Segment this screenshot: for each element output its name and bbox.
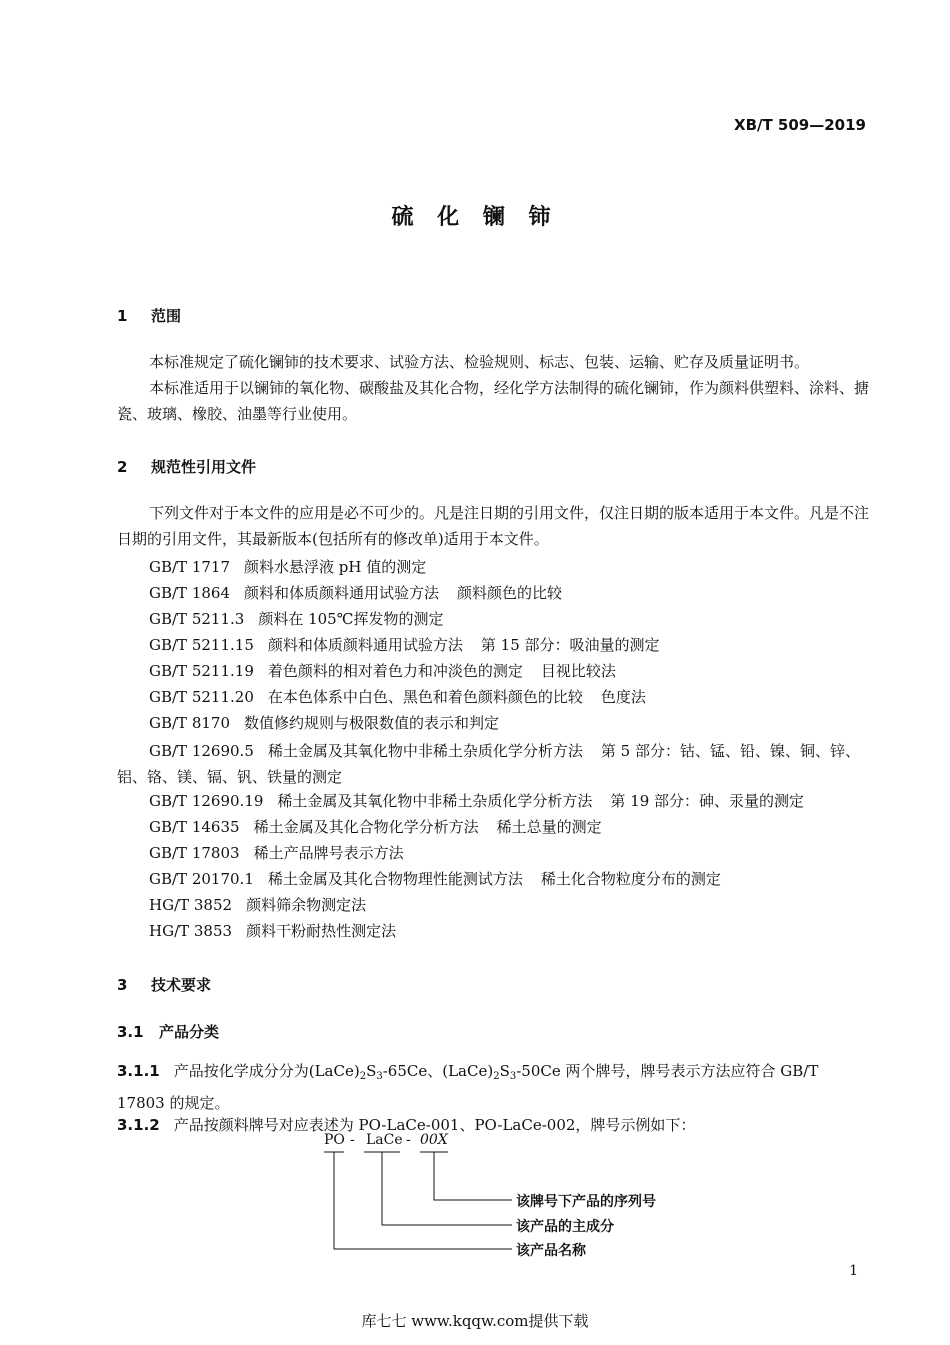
clause-text: S	[499, 1062, 510, 1080]
section-number: 3	[117, 976, 128, 994]
reference-code: GB/T 5211.15	[149, 636, 254, 654]
reference-title: 稀土金属及其化合物物理性能测试方法	[267, 870, 523, 888]
section-3-heading	[117, 974, 211, 995]
reference-item	[149, 686, 646, 707]
reference-code: GB/T 8170	[149, 714, 231, 732]
reference-code: GB/T 1717	[149, 558, 231, 576]
footer-watermark: 库七七 www.kqqw.com提供下载	[361, 1312, 589, 1330]
reference-part: 第 19 部分：砷、汞量的测定	[610, 792, 805, 810]
reference-item	[149, 634, 660, 655]
reference-code: GB/T 12690.19	[149, 792, 264, 810]
reference-item	[149, 842, 404, 863]
section-title: 产品分类	[159, 1023, 220, 1041]
reference-item	[149, 556, 426, 577]
reference-item	[149, 816, 602, 837]
reference-code: GB/T 5211.20	[149, 688, 254, 706]
label-serial-number: 该牌号下产品的序列号	[516, 1194, 656, 1210]
subscript: 2	[359, 1071, 367, 1082]
standard-number: XB/T 509—2019	[734, 116, 866, 134]
reference-code: GB/T 12690.5	[149, 742, 254, 760]
reference-title: 稀土产品牌号表示方法	[253, 844, 404, 862]
subsection-3-1-heading	[117, 1021, 219, 1042]
reference-code: GB/T 17803	[149, 844, 240, 862]
reference-code: GB/T 20170.1	[149, 870, 254, 888]
reference-title: 颜料干粉耐热性测定法	[246, 922, 397, 940]
reference-code: GB/T 1864	[149, 584, 231, 602]
reference-title: 颜料筛余物测定法	[246, 896, 367, 914]
page-number: 1	[849, 1263, 858, 1279]
reference-code: GB/T 5211.3	[149, 610, 245, 628]
reference-code: GB/T 5211.19	[149, 662, 254, 680]
grade-designation-diagram	[300, 1130, 700, 1260]
designation-dash: -	[406, 1132, 411, 1148]
subscript: 2	[493, 1071, 500, 1082]
reference-item	[149, 790, 804, 811]
paragraph: 本标准适用于以镧铈的氧化物、碳酸盐及其化合物，经化学方法制得的硫化镧铈，作为颜料供塑料、涂料、搪瓷、玻璃、橡胶、油墨等行业使用。	[117, 379, 870, 423]
reference-part: 稀土总量的测定	[496, 818, 602, 836]
reference-item	[149, 894, 366, 915]
reference-part: 色度法	[600, 688, 646, 706]
reference-part: 目视比较法	[540, 662, 616, 680]
reference-code: HG/T 3852	[149, 896, 233, 914]
section-number: 2	[117, 458, 128, 476]
section-title: 范围	[151, 307, 182, 325]
clause-number: 3.1.1	[117, 1062, 160, 1080]
reference-code: HG/T 3853	[149, 922, 233, 940]
paragraph: 下列文件对于本文件的应用是必不可少的。凡是注日期的引用文件，仅注日期的版本适用于本文件。凡是不注日期的引用文件，其最新版本(包括所有的修改单)适用于本文件。	[117, 504, 870, 548]
reference-title: 颜料在 105℃挥发物的测定	[258, 610, 444, 628]
section-2-heading	[117, 456, 256, 477]
document-title: 硫 化 镧 铈	[391, 205, 559, 230]
designation-dash: -	[350, 1132, 355, 1148]
reference-title: 稀土金属及其化合物化学分析方法	[253, 818, 479, 836]
reference-item	[149, 582, 562, 603]
reference-item	[149, 712, 499, 733]
designation-part-po: PO	[324, 1132, 345, 1148]
reference-part: 颜料颜色的比较	[457, 584, 563, 602]
subscript: 3	[509, 1071, 517, 1082]
reference-item	[149, 660, 616, 681]
reference-title: 颜料和体质颜料通用试验方法	[267, 636, 463, 654]
reference-item	[149, 608, 444, 629]
reference-title: 颜料水悬浮液 pH 值的测定	[244, 558, 427, 576]
label-product-name: 该产品名称	[516, 1243, 586, 1259]
designation-part-lace: LaCe	[366, 1132, 403, 1148]
reference-item	[149, 868, 721, 889]
clause-text: -50Ce 两个牌号，牌号表示方法应符合 GB/T 17803 的规定。	[117, 1062, 819, 1112]
section-number: 1	[117, 307, 128, 325]
reference-item	[149, 920, 396, 941]
reference-title: 在本色体系中白色、黑色和着色颜料颜色的比较	[267, 688, 583, 706]
designation-part-serial: 00X	[420, 1132, 448, 1148]
reference-code: GB/T 14635	[149, 818, 240, 836]
reference-part: 稀土化合物粒度分布的测定	[540, 870, 721, 888]
paragraph: 本标准规定了硫化镧铈的技术要求、试验方法、检验规则、标志、包装、运输、贮存及质量证明书。	[149, 353, 810, 371]
clause-text: -65Ce、(LaCe)	[382, 1062, 494, 1080]
reference-title: 稀土金属及其氧化物中非稀土杂质化学分析方法	[267, 742, 583, 760]
reference-part: 第 15 部分：吸油量的测定	[480, 636, 660, 654]
reference-part: 第 5 部分：钴、锰、铅、镍、铜、锌、铝、铬、镁、镉、钒、铁量的测定	[117, 742, 860, 786]
reference-title: 数值修约规则与极限数值的表示和判定	[244, 714, 500, 732]
reference-title: 稀土金属及其氧化物中非稀土杂质化学分析方法	[277, 792, 593, 810]
clause-3-1-1	[117, 1058, 870, 1116]
clause-number: 3.1.2	[117, 1116, 160, 1134]
section-title: 技术要求	[151, 976, 212, 994]
connector-serial	[434, 1152, 512, 1200]
clause-text: 产品按化学成分分为(LaCe)	[173, 1062, 360, 1080]
label-main-component: 该产品的主成分	[516, 1219, 614, 1235]
subscript: 3	[376, 1071, 383, 1082]
section-number: 3.1	[117, 1023, 144, 1041]
section-1-heading	[117, 305, 181, 326]
reference-title: 着色颜料的相对着色力和冲淡色的测定	[267, 662, 523, 680]
clause-text: 产品按颜料牌号对应表述为 PO-LaCe-001、PO-LaCe-002，牌号示例如下：	[173, 1116, 696, 1134]
connector-main	[382, 1152, 512, 1225]
clause-text: S	[366, 1062, 377, 1080]
reference-title: 颜料和体质颜料通用试验方法	[244, 584, 440, 602]
section-title: 规范性引用文件	[151, 458, 257, 476]
reference-item	[117, 738, 870, 790]
